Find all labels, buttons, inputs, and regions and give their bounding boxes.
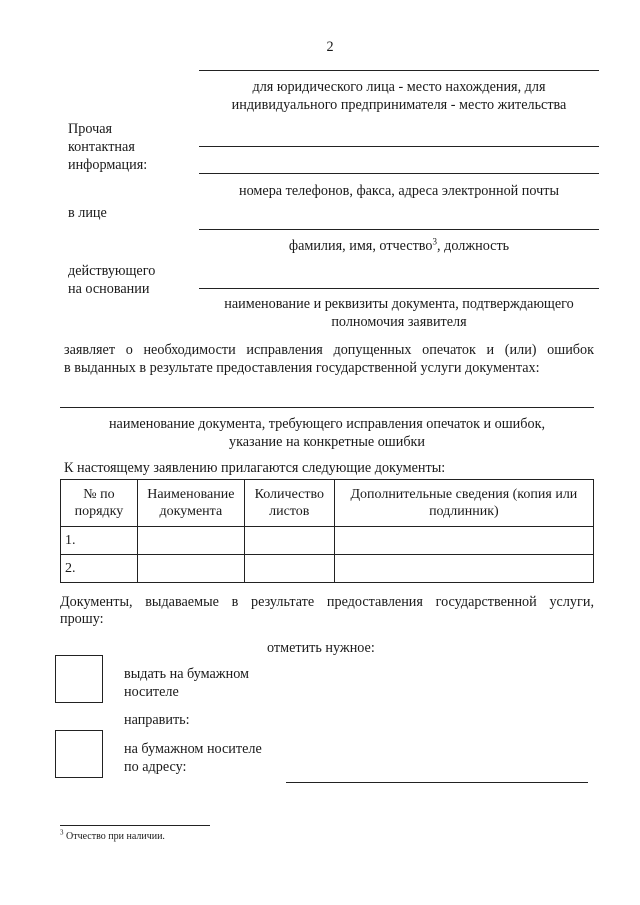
contact-label-line1: Прочая (68, 121, 113, 137)
representative-caption (199, 237, 599, 255)
footnote-ref: 3 (432, 236, 438, 247)
delivery-line1: Документы, выдаваемые в результате предоставления государственной услуги, (60, 594, 594, 610)
option1-line1: выдать на бумажном (124, 666, 249, 682)
row-extra-cell[interactable] (334, 527, 593, 555)
contact-label-line3: информация: (68, 157, 148, 173)
footnote (60, 828, 165, 843)
basis-label-line1: действующего (68, 263, 156, 279)
table-row (61, 527, 594, 555)
statement-line2: в выданных в результате предоставления государственной услуги документах: (64, 360, 540, 376)
basis-field-line[interactable] (199, 288, 599, 289)
basis-caption-line1: наименование и реквизиты документа, подтверждающего (224, 296, 574, 312)
document-caption-line1: наименование документа, требующего исправления опечаток и ошибок, (108, 416, 546, 432)
header-count: Количество листов (244, 480, 334, 527)
paper-issue-checkbox[interactable] (55, 655, 103, 703)
attachments-intro: К настоящему заявлению прилагаются следующие документы: (64, 460, 446, 476)
basis-label-line2: на основании (68, 281, 150, 297)
contact-label-line2: контактная (68, 139, 135, 155)
footnote-marker: 3 (60, 828, 64, 837)
address-input-line[interactable] (286, 782, 588, 783)
representative-caption-tail: , должность (437, 238, 510, 254)
table-header-row (61, 480, 594, 527)
row-number-cell: 2. (61, 555, 138, 583)
row-name-cell[interactable] (137, 527, 244, 555)
document-field-line[interactable] (60, 407, 594, 408)
row-count-cell[interactable] (244, 555, 334, 583)
row-extra-cell[interactable] (334, 555, 593, 583)
footnote-text: Отчество при наличии. (63, 831, 165, 842)
address-field-line[interactable] (199, 70, 599, 71)
contact-field-line2[interactable] (199, 173, 599, 174)
header-extra: Дополнительные сведения (копия или подлинник) (334, 480, 593, 527)
send-label: направить: (124, 712, 190, 728)
row-number-cell: 1. (61, 527, 138, 555)
page-number: 2 (326, 39, 334, 55)
table-row (61, 555, 594, 583)
mark-required-label: отметить нужное: (267, 640, 375, 656)
attachments-table (60, 479, 594, 583)
option1-line2: носителе (124, 684, 179, 700)
representative-field-line[interactable] (199, 229, 599, 230)
representative-caption-text: фамилия, имя, отчество (288, 238, 433, 254)
option2-line1: на бумажном носителе (124, 741, 262, 757)
basis-caption-line2: полномочия заявителя (331, 314, 467, 330)
row-count-cell[interactable] (244, 527, 334, 555)
header-number: № по порядку (61, 480, 138, 527)
statement-line1: заявляет о необходимости исправления допущенных опечаток и (или) ошибок (64, 342, 594, 358)
mail-delivery-checkbox[interactable] (55, 730, 103, 778)
header-name: Наименование документа (137, 480, 244, 527)
representative-label: в лице (68, 205, 107, 221)
contact-caption: номера телефонов, факса, адреса электронной почты (239, 183, 559, 199)
document-caption-line2: указание на конкретные ошибки (228, 434, 426, 450)
contact-field-line1[interactable] (199, 146, 599, 147)
delivery-line2: прошу: (60, 611, 104, 627)
row-name-cell[interactable] (137, 555, 244, 583)
address-caption-line1: для юридического лица - место нахождения, для (252, 79, 546, 95)
footnote-separator (60, 825, 210, 826)
address-caption-line2: индивидуального предпринимателя - место жительства (231, 97, 567, 113)
option2-line2: по адресу: (124, 759, 187, 775)
